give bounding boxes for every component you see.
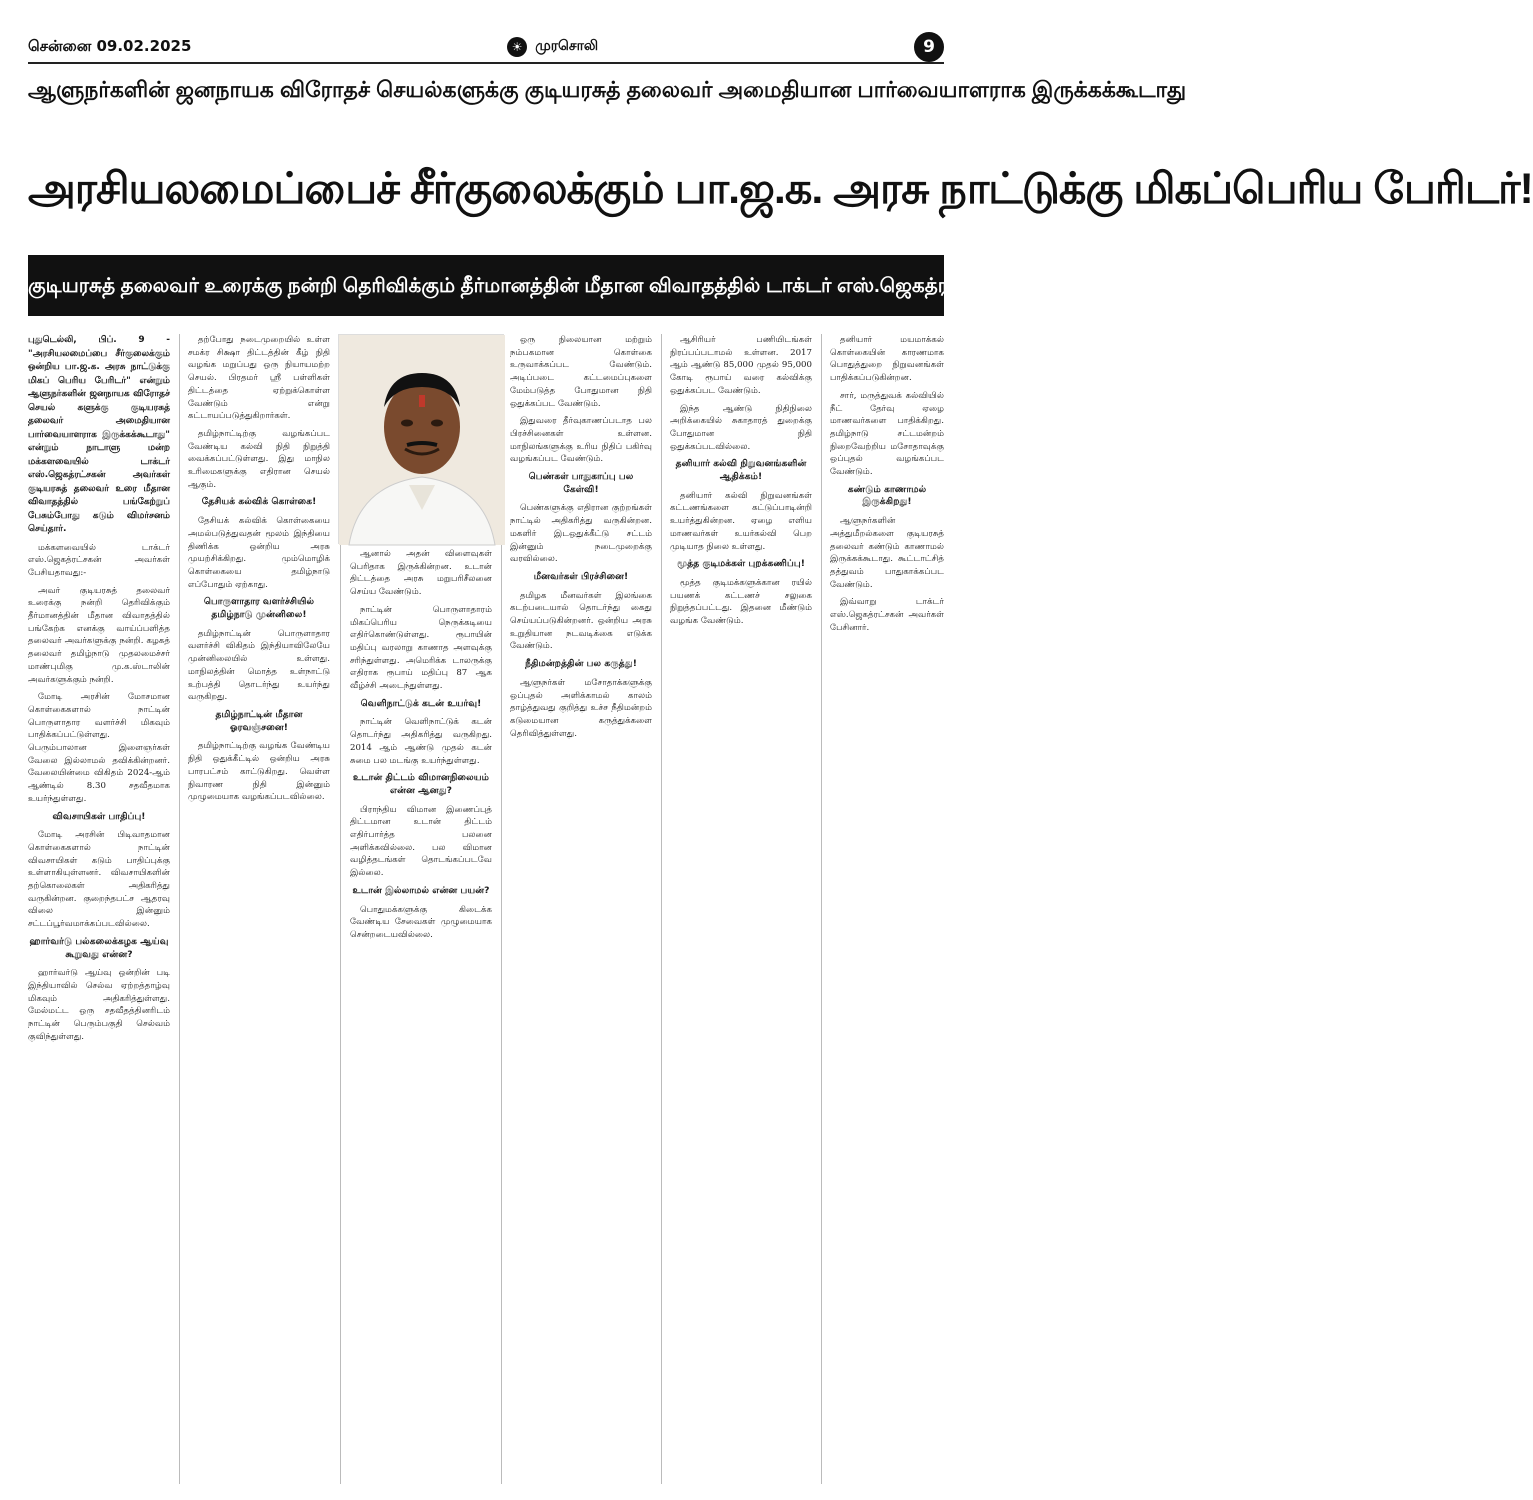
subheading: பெண்கள் பாதுகாப்பு பல கேள்வி! xyxy=(528,471,634,495)
article-paragraph: ஆனால் அதன் விளைவுகள் பெரிதாக இருக்கின்றன. உடான் திட்டத்தை அரசு மறுபரிசீலனை செய்ய வேண்டும். xyxy=(350,549,492,598)
subheading: உடான் திட்டம் விமானநிலையம் என்ன ஆனது? xyxy=(352,772,490,796)
article-paragraph: நாட்டின் பொருளாதாரம் மிகப்பெரிய நெருக்கடியை எதிர்கொண்டுள்ளது. ரூபாயின் மதிப்பு வரலாறு காணாத அளவுக்கு சரிந்துள்ளது. அமெரிக்க டாலருக்கு எதிராக ரூபாய் மதிப்பு 87 ஆக வீழ்ச்சி அடைந்துள்ளது. xyxy=(350,604,492,692)
subheading: தனியார் கல்வி நிறுவனங்களின் ஆதிக்கம்! xyxy=(675,458,807,483)
article-paragraph: மூத்த குடிமக்களுக்கான ரயில் பயணக் கட்டணச் சலுகை நிறுத்தப்பட்டது. இதனை மீண்டும் வழங்க வேண்டும். xyxy=(670,577,812,627)
subheading: தமிழ்நாட்டின் மீதான ஓரவஞ்சனை! xyxy=(215,708,303,733)
article-paragraph: பிராந்திய விமான இணைப்புத் திட்டமான உடான் திட்டம் எதிர்பார்த்த பலனை அளிக்கவில்லை. பல விமான வழித்தடங்கள் தொடங்கப்படவே இல்லை. xyxy=(350,804,492,879)
article-paragraph: சார், மருத்துவக் கல்வியில் நீட் தேர்வு ஏழை மாணவர்களை பாதிக்கிறது. தமிழ்நாடு சட்டமன்றம் நிறைவேற்றிய மசோதாவுக்கு ஒப்புதல் வழங்கப்பட வேண்டும். xyxy=(830,390,944,478)
article-column-6 xyxy=(830,334,944,1484)
article-column-1 xyxy=(28,334,170,1484)
column-rule xyxy=(179,334,180,1484)
article-paragraph: ஹார்வர்டு ஆய்வு ஒன்றின் படி இந்தியாவில் செல்வ ஏற்றத்தாழ்வு மிகவும் அதிகரித்துள்ளது. மேல்மட்ட ஒரு சதவீதத்தினரிடம் நாட்டின் பெரும்பகுதி செல்வம் குவிந்துள்ளது. xyxy=(28,968,170,1042)
article-column-3 xyxy=(350,548,492,1484)
article-column-2 xyxy=(188,334,330,1484)
subheading: ஹார்வர்டு பல்கலைக்கழக ஆய்வு கூறுவது என்ன? xyxy=(29,935,169,960)
article-paragraph: மோடி அரசின் மோசமான கொள்கைகளால் நாட்டின் பொருளாதார வளர்ச்சி மிகவும் பாதிக்கப்பட்டுள்ளது. பெரும்பாலான இளைஞர்கள் வேலை இல்லாமல் தவிக்கின்றனர். வேலையின்மை விகிதம் 2024-ஆம் ஆண்டில் 8.30 சதவீதமாக உயர்ந்துள்ளது. xyxy=(28,692,170,804)
masthead xyxy=(28,32,944,64)
rising-sun-icon: ☀ xyxy=(507,37,527,57)
article-column-5 xyxy=(670,334,812,1484)
article-paragraph: ஆசிரியர் பணியிடங்கள் நிரப்பப்படாமல் உள்ளன. 2017 ஆம் ஆண்டு 85,000 முதல் 95,000 கோடி ரூபாய் வரை கல்விக்கு ஒதுக்கப்பட வேண்டும். xyxy=(670,335,812,396)
article-paragraph: ஆளுநர்கள் மசோதாக்களுக்கு ஒப்புதல் அளிக்காமல் காலம் தாழ்த்துவது குறித்து உச்ச நீதிமன்றம் கடுமையான கருத்துக்களை தெரிவித்துள்ளது. xyxy=(510,677,652,739)
portrait-illustration xyxy=(339,335,505,545)
kicker: ஆளுநர்களின் ஜனநாயக விரோதச் செயல்களுக்கு குடியரசுத் தலைவர் அமைதியான பார்வையாளராக இருக்கக்கூடாது xyxy=(28,77,1187,102)
subheading: உடான் இல்லாமல் என்ன பயன்? xyxy=(352,884,490,896)
article-paragraph: பொதுமக்களுக்கு கிடைக்க வேண்டிய சேவைகள் முழுமையாக சென்றடையவில்லை. xyxy=(350,904,492,940)
article-paragraph: தற்போது நடைமுறையில் உள்ள சமக்ர சிக்ஷா திட்டத்தின் கீழ் நிதி வழங்க மறுப்பது ஒரு நியாயமற்ற செயல். பிரதமர் ஸ்ரீ பள்ளிகள் திட்டத்தை ஏற்றுக்கொள்ள வேண்டும் என்று கட்டாயப்படுத்துகிறார்கள். xyxy=(188,335,330,422)
article-paragraph: ஆளுநர்களின் அத்துமீறல்களை குடியரசுத் தலைவர் கண்டும் காணாமல் இருக்கக்கூடாது. கூட்டாட்சித் தத்துவம் பாதுகாக்கப்பட வேண்டும். xyxy=(830,516,944,590)
article-paragraph: தமிழ்நாட்டிற்கு வழங்க வேண்டிய நிதி ஒதுக்கீட்டில் ஒன்றிய அரசு பாரபட்சம் காட்டுகிறது. வெள்ள நிவாரண நிதி இன்னும் முழுமையாக வழங்கப்படவில்லை. xyxy=(188,741,330,803)
paper-brand xyxy=(507,37,598,57)
article-paragraph: மோடி அரசின் பிடிவாதமான கொள்கைகளால் நாட்டின் விவசாயிகள் கடும் பாதிப்புக்கு உள்ளாகியுள்ளனர். விவசாயிகளின் தற்கொலைகள் அதிகரித்து வருகின்றன. குறைந்தபட்ச ஆதரவு விலை இன்னும் சட்டப்பூர்வமாக்கப்படவில்லை. xyxy=(28,830,170,930)
speaker-photo xyxy=(338,334,504,544)
subheading: விவசாயிகள் பாதிப்பு! xyxy=(52,810,146,822)
deck: குடியரசுத் தலைவர் உரைக்கு நன்றி தெரிவிக்கும் தீர்மானத்தின் மீதான விவாதத்தில் டாக்டர் எஸ்.ஜெகத்ரட்சகன் கடும் விமர்சனம்! xyxy=(28,256,944,316)
article-paragraph: தமிழ்நாட்டின் பொருளாதார வளர்ச்சி விகிதம் இந்தியாவிலேயே முன்னிலையில் உள்ளது. மாநிலத்தின் மொத்த உள்நாட்டு உற்பத்தி தொடர்ந்து உயர்ந்து வருகிறது. xyxy=(188,628,330,703)
column-rule xyxy=(821,334,822,1484)
article-paragraph: தமிழக மீனவர்கள் இலங்கை கடற்படையால் தொடர்ந்து கைது செய்யப்படுகின்றனர். ஒன்றிய அரசு உறுதியான நடவடிக்கை எடுக்க வேண்டும். xyxy=(510,590,652,652)
page-number: 9 xyxy=(914,32,944,62)
article-paragraph: இதுவரை தீர்வுகாணப்படாத பல பிரச்சினைகள் உள்ளன. மாநிலங்களுக்கு உரிய நிதிப் பகிர்வு வழங்கப்பட வேண்டும். xyxy=(510,416,652,465)
article-paragraph: தேசியக் கல்விக் கொள்கையை அமல்படுத்துவதன் மூலம் இந்தியை திணிக்க ஒன்றிய அரசு முயற்சிக்கிறது. மும்மொழிக் கொள்கையை தமிழ்நாடு எப்போதும் ஏற்காது. xyxy=(188,516,330,590)
article-paragraph: மக்களவையில் டாக்டர் எஸ்.ஜெகத்ரட்சகன் அவர்கள் பேசியதாவது:- xyxy=(28,542,170,578)
subheading: மீனவர்கள் பிரச்சினை! xyxy=(533,570,629,582)
subheading: தேசியக் கல்விக் கொள்கை! xyxy=(201,496,317,508)
dateline: சென்னை 09.02.2025 xyxy=(28,37,192,55)
article-paragraph: தமிழ்நாட்டிற்கு வழங்கப்பட வேண்டிய கல்வி நிதி நிறுத்தி வைக்கப்பட்டுள்ளது. இது மாநில உரிமைகளுக்கு எதிரான செயல் ஆகும். xyxy=(188,428,330,490)
subheading: பொருளாதார வளர்ச்சியில் தமிழ்நாடு முன்னிலை! xyxy=(203,596,315,621)
subheading: மூத்த குடிமக்கள் புறக்கணிப்பு! xyxy=(677,558,805,570)
article-closing: இவ்வாறு டாக்டர் எஸ்.ஜெகத்ரட்சகன் அவர்கள் பேசினார். xyxy=(830,597,944,633)
column-rule xyxy=(661,334,662,1484)
article-lede: புதுடெல்லி, பிப். 9 - "அரசியலமைப்பை சீர்குலைக்கும் ஒன்றிய பா.ஜ.க. அரசு நாட்டுக்கு மிகப் பெரிய பேரிடர்" என்றும் ஆளுநர்களின் ஜனநாயக விரோதச் செயல் களுக்கு குடியரசுத் தலைவர் அமைதியான பார்வையாளராக இருக்கக்கூடாது" என்றும் நாடாளு மன்ற மக்களவையில் டாக்டர் எஸ்.ஜெகத்ரட்சகன் அவர்கள் குடியரசுத் தலைவர் உரை மீதான விவாதத்தில் பங்கேற்றுப் பேசும்போது கடும் விமர்சனம் செய்தார். xyxy=(28,335,170,534)
article-paragraph: அவர் குடியரசுத் தலைவர் உரைக்கு நன்றி தெரிவிக்கும் தீர்மானத்தின் மீதான விவாதத்தில் பங்கேற்க எனக்கு வாய்ப்பளித்த தலைவர் அவர்களுக்கு நன்றி. கழகத் தலைவர் தமிழ்நாடு முதலமைச்சர் மாண்புமிகு மு.க.ஸ்டாலின் அவர்களுக்கும் நன்றி. xyxy=(28,585,170,685)
article-paragraph: தனியார் கல்வி நிறுவனங்கள் கட்டணங்களை கட்டுப்பாடின்றி உயர்த்துகின்றன. ஏழை எளிய மாணவர்கள் உயர்கல்வி பெற முடியாத நிலை உள்ளது. xyxy=(670,490,812,552)
subheading: கண்டும் காணாமல் இருக்கிறது! xyxy=(847,483,927,508)
article-paragraph: ஒரு நிலையான மற்றும் நம்பகமான கொள்கை உருவாக்கப்பட வேண்டும். அடிப்படை கட்டமைப்புகளை மேம்படுத்த போதுமான நிதி ஒதுக்கப்பட வேண்டும். xyxy=(510,335,652,409)
article-paragraph: நாட்டின் வெளிநாட்டுக் கடன் தொடர்ந்து அதிகரித்து வருகிறது. 2014 ஆம் ஆண்டு முதல் கடன் சுமை பல மடங்கு உயர்ந்துள்ளது. xyxy=(350,717,492,766)
headline: அரசியலமைப்பைச் சீர்குலைக்கும் பா.ஜ.க. அரசு நாட்டுக்கு மிகப்பெரிய பேரிடர்! xyxy=(28,165,1533,213)
article-paragraph: இந்த ஆண்டு நிதிநிலை அறிக்கையில் சுகாதாரத் துறைக்கு போதுமான நிதி ஒதுக்கப்படவில்லை. xyxy=(670,403,812,452)
headline-band xyxy=(28,126,1533,258)
article-paragraph: தனியார் மயமாக்கல் கொள்கையின் காரணமாக பொதுத்துறை நிறுவனங்கள் பாதிக்கப்படுகின்றன. xyxy=(830,335,944,384)
subheading: வெளிநாட்டுக் கடன் உயர்வு! xyxy=(360,697,482,709)
subheading: நீதிமன்றத்தின் பல கருத்து! xyxy=(525,658,637,670)
article-column-4 xyxy=(510,334,652,1484)
paper-name: முரசொலி xyxy=(535,38,599,54)
article-paragraph: பெண்களுக்கு எதிரான குற்றங்கள் நாட்டில் அதிகரித்து வருகின்றன. மகளிர் இடஒதுக்கீட்டு சட்டம் இன்னும் நடைமுறைக்கு வரவில்லை. xyxy=(510,503,652,565)
